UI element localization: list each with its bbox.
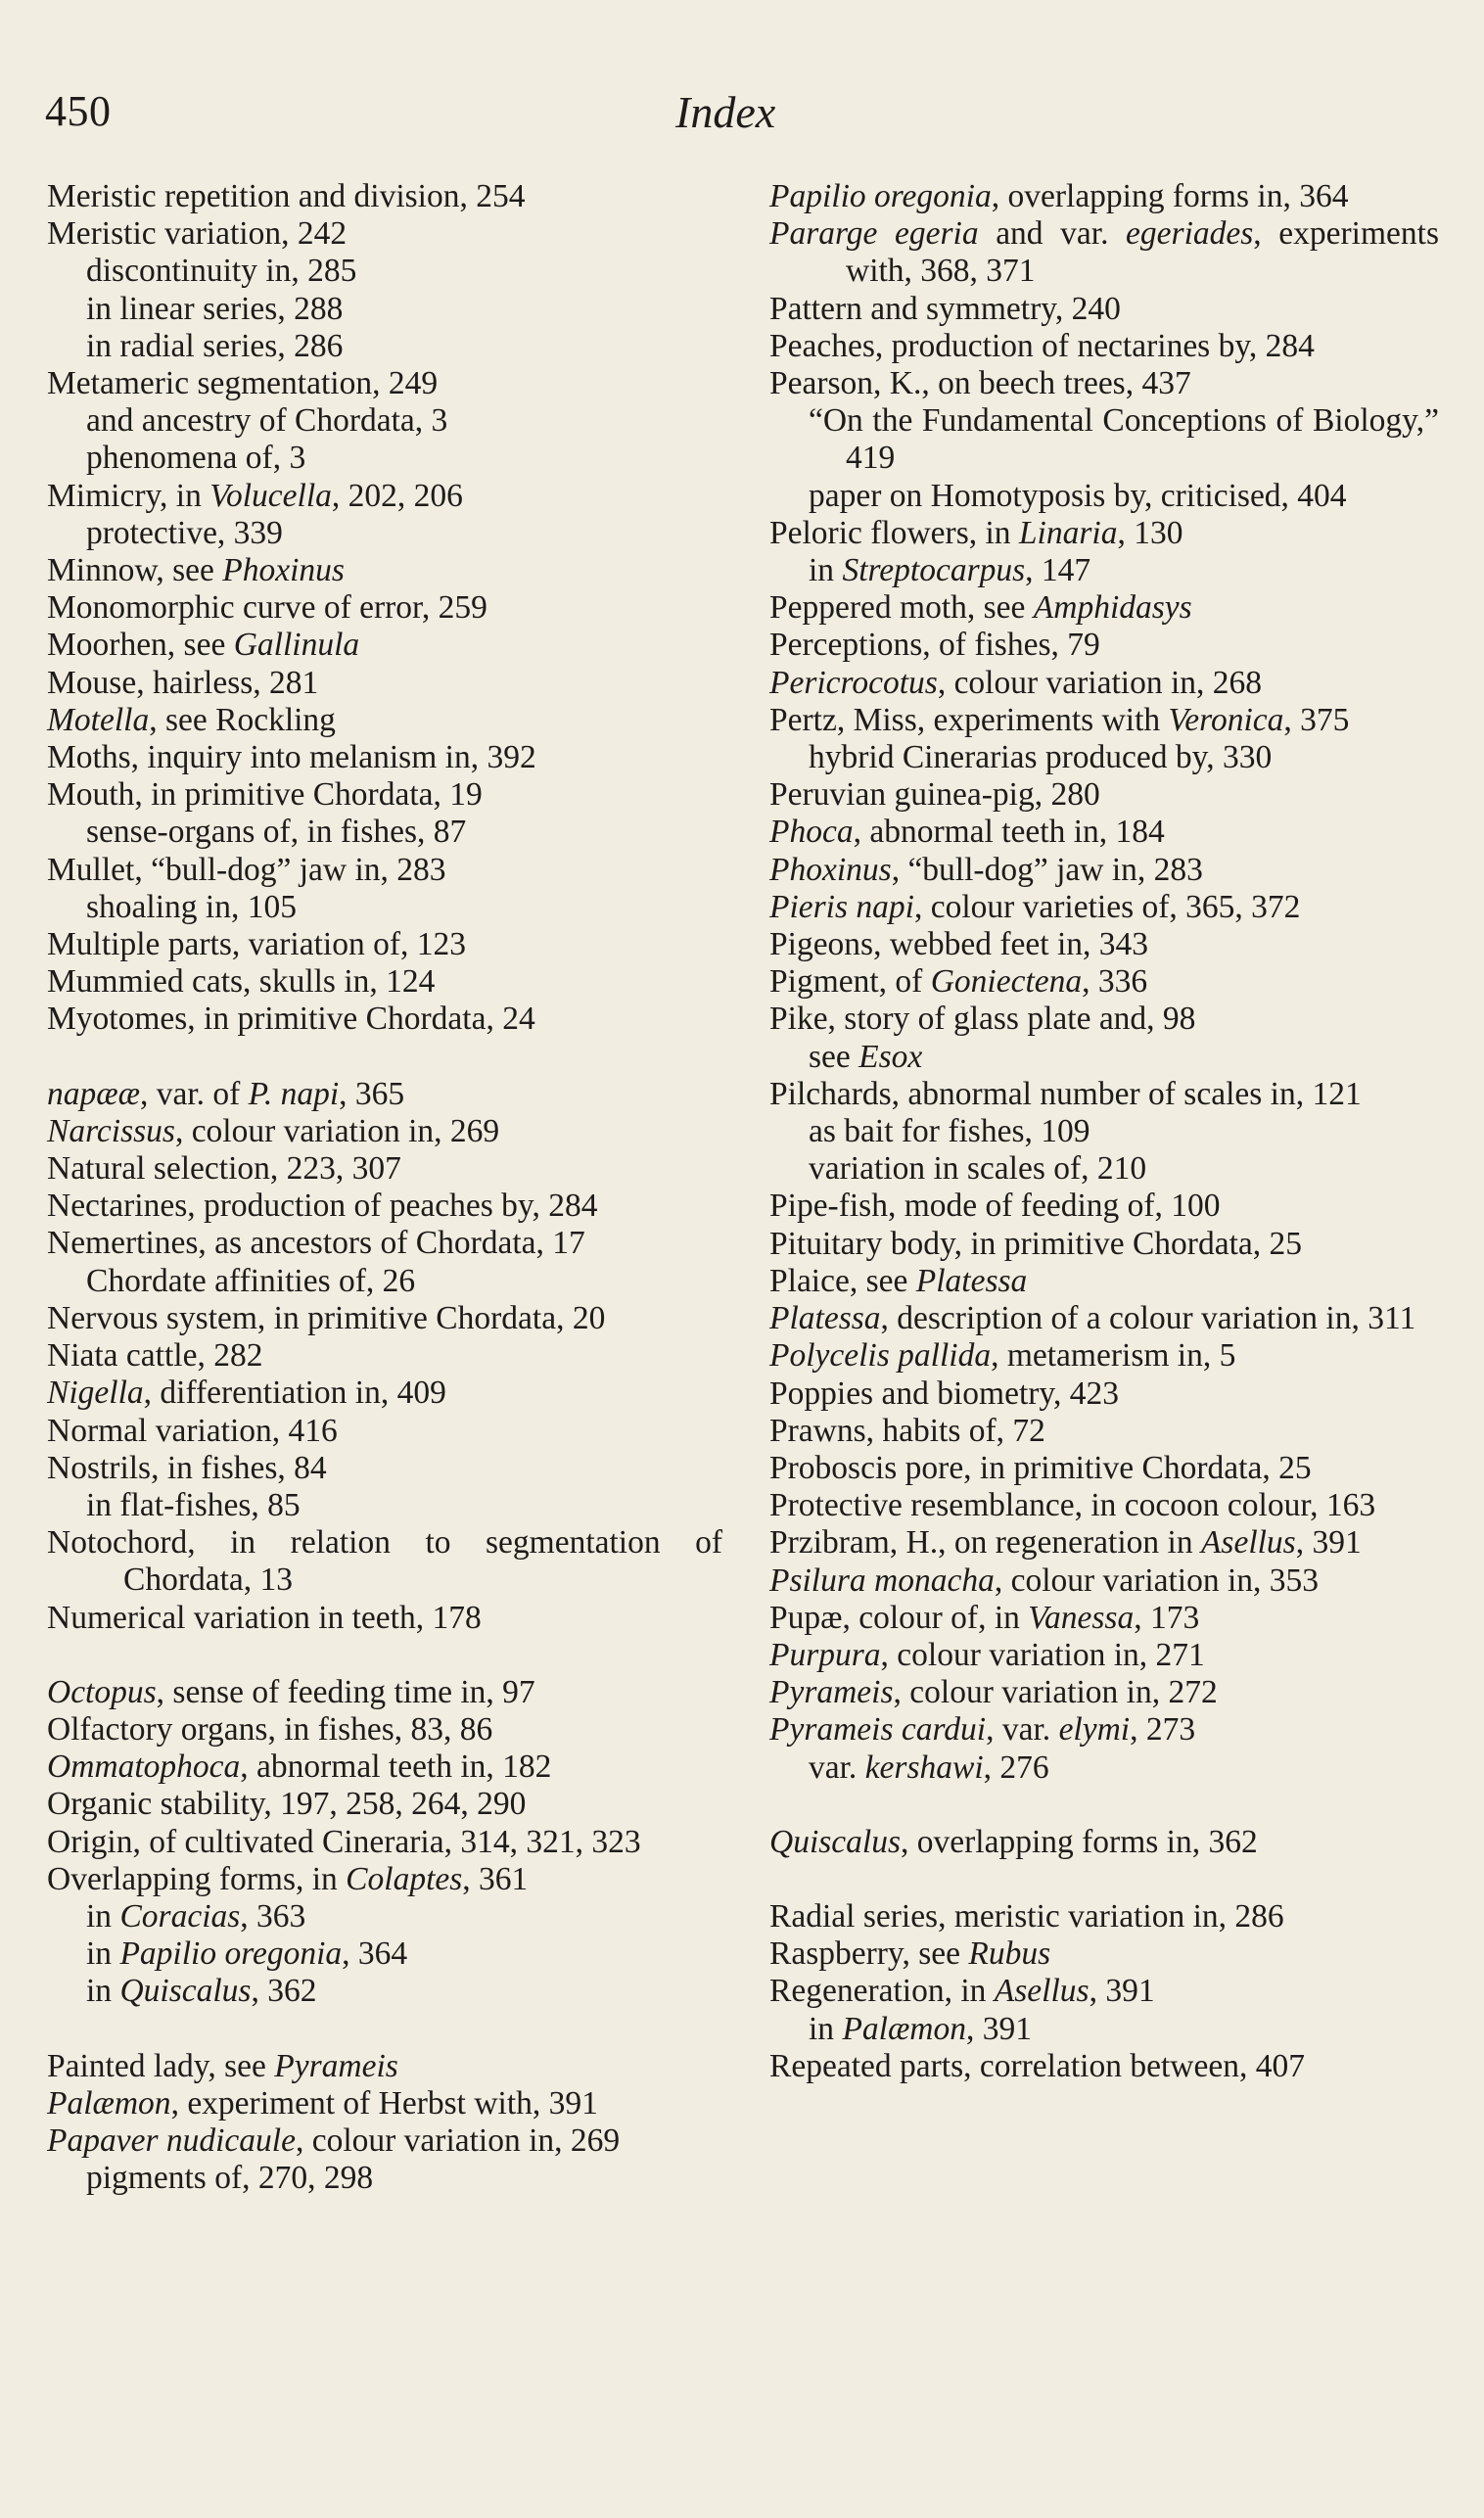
page-number: 450 — [45, 87, 112, 135]
index-subentry: Chordate affinities of, 26 — [86, 1262, 416, 1299]
index-entry: Papaver nudicaule, colour variation in, 269 — [47, 2122, 621, 2159]
index-entry: Pearson, K., on beech trees, 437 — [769, 365, 1191, 402]
index-subentry: sense-organs of, in fishes, 87 — [86, 814, 467, 851]
index-subentry: in flat-fishes, 85 — [86, 1486, 301, 1523]
index-entry: Pattern and symmetry, 240 — [769, 290, 1121, 327]
index-entry: Pertz, Miss, experiments with Veronica, 375 — [769, 701, 1350, 738]
index-entry: Mummied cats, skulls in, 124 — [47, 963, 436, 1001]
index-entry: Radial series, meristic variation in, 286 — [769, 1897, 1284, 1935]
index-entry: Narcissus, colour variation in, 269 — [47, 1112, 500, 1149]
index-entry: Meristic variation, 242 — [47, 215, 348, 253]
index-entry: Painted lady, see Pyrameis — [47, 2047, 398, 2084]
index-entry: Pyrameis, colour variation in, 272 — [769, 1674, 1218, 1711]
index-subentry: var. kershawi, 276 — [809, 1749, 1049, 1786]
index-subentry: protective, 339 — [86, 514, 283, 551]
index-entry: Pigment, of Goniectena, 336 — [769, 963, 1148, 1001]
section-gap — [47, 1637, 722, 1674]
index-entry: Pituitary body, in primitive Chordata, 25 — [769, 1225, 1302, 1262]
index-entry: Palæmon, experiment of Herbst with, 391 — [47, 2084, 598, 2122]
index-entry: Mouse, hairless, 281 — [47, 664, 319, 701]
index-subentry: in Papilio oregonia, 364 — [86, 1935, 408, 1973]
index-entry: Natural selection, 223, 307 — [47, 1150, 401, 1188]
index-entry: Peppered moth, see Amphidasys — [769, 589, 1192, 627]
index-subentry: in linear series, 288 — [86, 290, 344, 327]
index-subentry: in radial series, 286 — [86, 327, 344, 364]
index-subentry: pigments of, 270, 298 — [86, 2160, 374, 2197]
index-subentry: in Quiscalus, 362 — [86, 1973, 317, 2010]
index-entry: Pilchards, abnormal number of scales in, 121 — [769, 1075, 1362, 1112]
index-entry: Pyrameis cardui, var. elymi, 273 — [769, 1711, 1196, 1749]
index-entry: Nervous system, in primitive Chordata, 20 — [47, 1299, 606, 1336]
index-entry: Plaice, see Platessa — [769, 1262, 1028, 1299]
index-entry: Psilura monacha, colour variation in, 353 — [769, 1562, 1320, 1599]
index-entry: Raspberry, see Rubus — [769, 1935, 1051, 1973]
index-entry: Papilio oregonia, overlapping forms in, 364 — [769, 178, 1349, 214]
index-subentry: in Palæmon, 391 — [809, 2010, 1032, 2047]
index-entry: Pericrocotus, colour variation in, 268 — [769, 664, 1263, 701]
index-entry: Phoca, abnormal teeth in, 184 — [769, 814, 1165, 851]
index-entry: Pieris napi, colour varieties of, 365, 372 — [769, 888, 1301, 925]
index-entry: Poppies and biometry, 423 — [769, 1375, 1119, 1412]
index-subentry: shoaling in, 105 — [86, 888, 297, 925]
index-entry: Origin, of cultivated Cineraria, 314, 321, 323 — [47, 1823, 641, 1860]
index-entry: Nemertines, as ancestors of Chordata, 17 — [47, 1225, 585, 1262]
index-subentry: and ancestry of Chordata, 3 — [86, 402, 448, 440]
index-entry: Normal variation, 416 — [47, 1412, 338, 1449]
running-title: Index — [675, 87, 776, 137]
index-entry: Nigella, differentiation in, 409 — [47, 1375, 446, 1412]
index-entry: Mouth, in primitive Chordata, 19 — [47, 776, 483, 814]
index-entry: Polycelis pallida, metamerism in, 5 — [769, 1337, 1236, 1375]
index-entry: Pararge egeria and var. egeriades, experiments with, 368, 371 — [769, 215, 1439, 290]
index-entry: Metameric segmentation, 249 — [47, 365, 439, 402]
index-column-right — [769, 178, 1439, 2085]
index-subentry: phenomena of, 3 — [86, 440, 306, 477]
index-entry: Numerical variation in teeth, 178 — [47, 1599, 482, 1636]
index-entry: Nostrils, in fishes, 84 — [47, 1449, 327, 1486]
index-subentry: see Esox — [809, 1038, 923, 1075]
index-subentry: hybrid Cinerarias produced by, 330 — [809, 739, 1273, 776]
index-entry: Multiple parts, variation of, 123 — [47, 926, 466, 963]
index-entry: Overlapping forms, in Colaptes, 361 — [47, 1860, 529, 1897]
index-subentry: in Coracias, 363 — [86, 1897, 306, 1935]
index-entry: Mullet, “bull-dog” jaw in, 283 — [47, 851, 446, 888]
section-gap — [769, 1787, 1439, 1824]
index-entry: Octopus, sense of feeding time in, 97 — [47, 1673, 535, 1710]
index-subentry: in Streptocarpus, 147 — [809, 552, 1091, 589]
index-entry: Quiscalus, overlapping forms in, 362 — [769, 1823, 1258, 1860]
index-entry: Purpura, colour variation in, 271 — [769, 1636, 1205, 1673]
index-entry: Peaches, production of nectarines by, 284 — [769, 327, 1315, 364]
index-entry: Myotomes, in primitive Chordata, 24 — [47, 1001, 535, 1038]
index-subentry: paper on Homotyposis by, criticised, 404 — [809, 477, 1347, 514]
section-gap — [769, 1861, 1439, 1898]
index-entry: Pupæ, colour of, in Vanessa, 173 — [769, 1599, 1200, 1636]
index-entry: Przibram, H., on regeneration in Asellus, 391 — [769, 1524, 1362, 1562]
index-column-left — [47, 178, 722, 2197]
index-entry: Niata cattle, 282 — [47, 1337, 263, 1375]
index-entry: Moorhen, see Gallinula — [47, 627, 360, 664]
index-entry: Perceptions, of fishes, 79 — [769, 627, 1100, 664]
index-entry: Pike, story of glass plate and, 98 — [769, 1001, 1196, 1038]
index-entry: Organic stability, 197, 258, 264, 290 — [47, 1786, 527, 1823]
index-subentry: variation in scales of, 210 — [809, 1150, 1147, 1188]
index-entry: Moths, inquiry into melanism in, 392 — [47, 739, 536, 776]
index-subentry: discontinuity in, 285 — [86, 253, 357, 290]
index-entry: Notochord, in relation to segmentation of Chordata, 13 — [47, 1524, 722, 1599]
index-entry: Prawns, habits of, 72 — [769, 1412, 1045, 1449]
index-subentry: as bait for fishes, 109 — [809, 1113, 1090, 1150]
index-entry: Olfactory organs, in fishes, 83, 86 — [47, 1710, 493, 1748]
index-entry: Meristic repetition and division, 254 — [47, 178, 526, 214]
section-gap — [47, 2011, 722, 2048]
index-entry: Protective resemblance, in cocoon colour, 163 — [769, 1487, 1376, 1524]
index-entry: napææ, var. of P. napi, 365 — [47, 1075, 405, 1112]
index-entry: Pigeons, webbed feet in, 343 — [769, 926, 1149, 963]
index-subentry: “On the Fundamental Conceptions of Biology,” 419 — [809, 402, 1439, 477]
index-entry: Mimicry, in Volucella, 202, 206 — [47, 477, 463, 514]
index-entry: Motella, see Rockling — [47, 701, 336, 738]
index-entry: Repeated parts, correlation between, 407 — [769, 2047, 1305, 2084]
index-entry: Nectarines, production of peaches by, 284 — [47, 1188, 598, 1225]
index-entry: Monomorphic curve of error, 259 — [47, 589, 487, 627]
index-entry: Peruvian guinea-pig, 280 — [769, 776, 1100, 814]
index-entry: Pipe-fish, mode of feeding of, 100 — [769, 1188, 1221, 1225]
index-entry: Ommatophoca, abnormal teeth in, 182 — [47, 1749, 552, 1786]
index-entry: Minnow, see Phoxinus — [47, 552, 345, 589]
section-gap — [47, 1039, 722, 1076]
index-entry: Proboscis pore, in primitive Chordata, 25 — [769, 1449, 1312, 1486]
index-entry: Peloric flowers, in Linaria, 130 — [769, 514, 1183, 551]
index-entry: Regeneration, in Asellus, 391 — [769, 1973, 1155, 2010]
index-entry: Platessa, description of a colour variation in, 311 — [769, 1300, 1416, 1337]
index-entry: Phoxinus, “bull-dog” jaw in, 283 — [769, 851, 1203, 888]
